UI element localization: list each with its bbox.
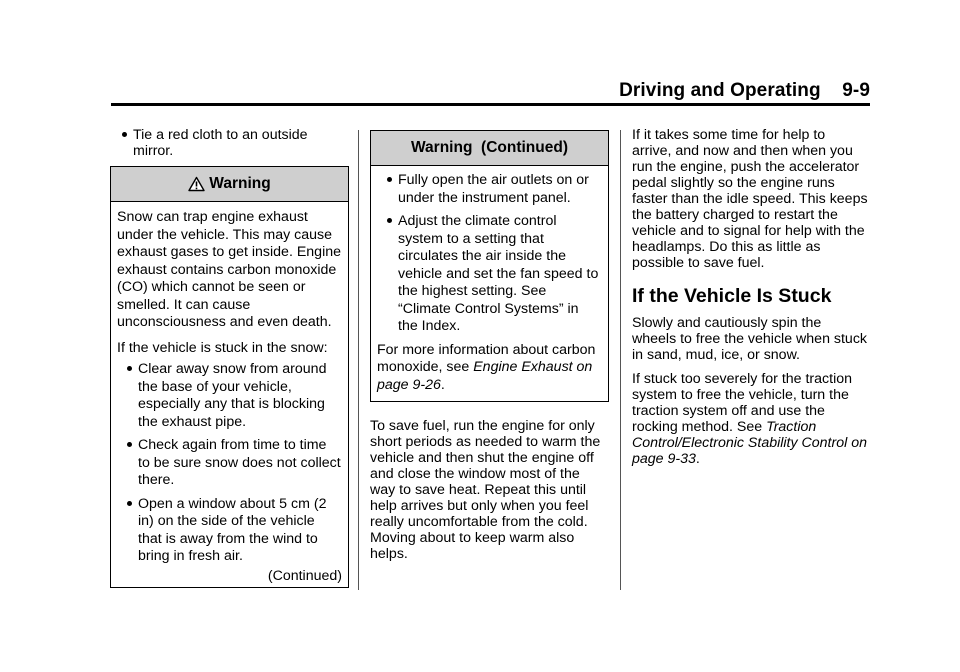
- header-rule: [111, 103, 870, 106]
- para-help-arrive: If it takes some time for help to arrive, and now and then when you run the engine, push the accelerator pedal slightly so the engine runs faster than the idle speed. This keeps the battery charged to restart the vehicle and to signal for help with the headlamps. Do this as little as possible to save fuel.: [632, 127, 868, 271]
- column-2-text: [370, 418, 608, 562]
- warning-para-exhaust: Snow can trap engine exhaust under the vehicle. This may cause exhaust gases to get inside. Engine exhaust contains carbon monoxide (CO) which cannot be seen or smelled. It can cause unconsciousness and even death.: [117, 209, 342, 330]
- more-info-suffix: .: [440, 376, 445, 393]
- warning-bullet-air-outlets: Fully open the air outlets on or under the instrument panel.: [377, 172, 602, 207]
- column-3: [632, 127, 868, 467]
- warning-continued-title: Warning (Continued): [411, 139, 568, 156]
- stuck-severely-suffix: .: [695, 451, 700, 467]
- bullet-tie-cloth: Tie a red cloth to an outside mirror.: [112, 127, 344, 159]
- warning-continued: (Continued): [267, 567, 342, 584]
- more-info-prefix: For more information about carbon monoxide, see: [377, 341, 596, 375]
- para-stuck-severely: [632, 371, 868, 467]
- traction-control-link[interactable]: Traction Control/Electronic Stability Control on page 9-33: [632, 419, 867, 467]
- warning-body: [111, 209, 348, 585]
- column-divider-right: [620, 130, 621, 590]
- column-1: [112, 127, 344, 159]
- para-spin-wheels: Slowly and cautiously spin the wheels to free the vehicle when stuck in sand, mud, ice, or snow.: [632, 315, 868, 363]
- engine-exhaust-link[interactable]: Engine Exhaust on page 9-26: [377, 359, 593, 393]
- warning-bullet-open-window: Open a window about 5 cm (2 in) on the side of the vehicle that is away from the wind to bring in fresh air.: [117, 496, 342, 566]
- stuck-severely-prefix: If stuck too severely for the traction system to free the vehicle, turn the traction system off and use the rocking method. See: [632, 371, 853, 435]
- section-title-stuck: If the Vehicle Is Stuck: [632, 285, 832, 307]
- warning-more-info: [377, 342, 602, 395]
- warning-bullet-check-again: Check again from time to time to be sure snow does not collect there.: [117, 437, 342, 490]
- warning-triangle-icon: [188, 176, 205, 192]
- warning-continued-body: [371, 172, 608, 394]
- warning-header: [111, 167, 348, 202]
- warning-bullet-clear-snow: Clear away snow from around the base of your vehicle, especially any that is blocking the exhaust pipe.: [117, 361, 342, 431]
- warning-continued-box: [370, 130, 609, 402]
- warning-para-stuck: If the vehicle is stuck in the snow:: [117, 339, 328, 356]
- warning-bullet-climate-control: Adjust the climate control system to a setting that circulates the air inside the vehicle and set the fan speed to the highest setting. See “Climate Control Systems” in the Index.: [377, 213, 602, 336]
- warning-continued-header: [371, 131, 608, 166]
- para-save-fuel: To save fuel, run the engine for only short periods as needed to warm the vehicle and then shut the engine off and close the window most of the way to save heat. Repeat this until help arrives but only when you feel really uncomfortable from the cold. Moving about to keep warm also helps.: [370, 418, 601, 562]
- page-header-title: Driving and Operating 9-9: [619, 80, 870, 101]
- column-divider-left: [358, 130, 359, 590]
- warning-box: [110, 166, 349, 588]
- warning-title: Warning: [209, 175, 271, 192]
